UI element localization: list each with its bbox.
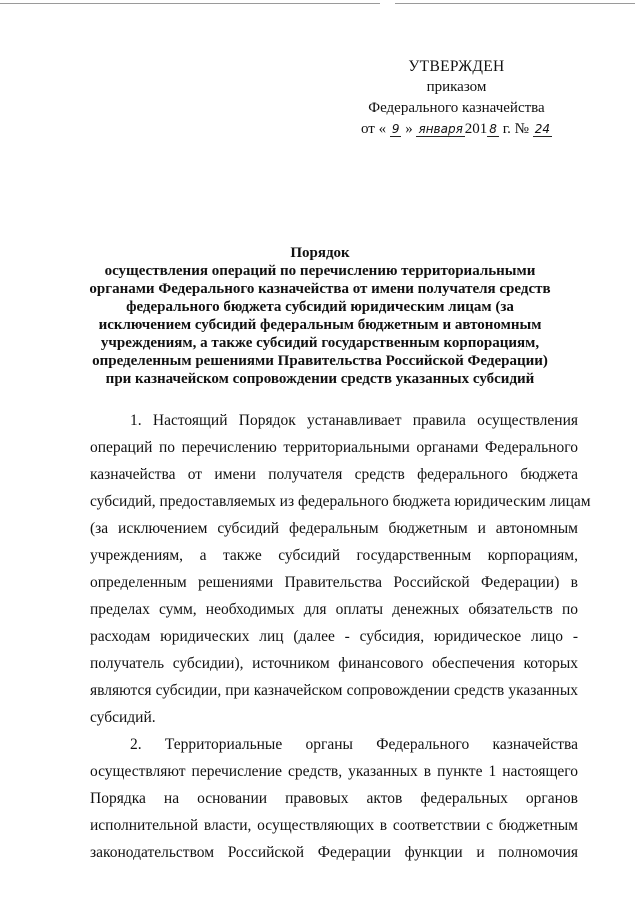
body-line: субсидий, предоставляемых из федерального бюджета юридическим лицам xyxy=(90,493,591,510)
year-suffix: г. № xyxy=(498,121,529,137)
approval-heading: УТВЕРЖДЕН xyxy=(408,58,505,75)
title-line: Порядок xyxy=(290,245,350,261)
approval-issuer: Федерального казначейства xyxy=(368,100,545,116)
approval-stamp-block xyxy=(361,56,552,140)
document-body xyxy=(90,407,591,866)
document-title xyxy=(60,244,580,388)
body-line: получатель субсидии), источником финансового обеспечения которых xyxy=(90,655,578,672)
title-line: осуществления операций по перечислению территориальными xyxy=(104,263,536,279)
title-line: определенным решениями Правительства Российской Федерации) xyxy=(92,353,548,369)
handwritten-year-digit: 8 xyxy=(489,122,497,136)
body-line: являются субсидии, при казначейском сопровождении средств указанных xyxy=(90,682,578,699)
approval-date-line xyxy=(361,119,552,140)
body-line: пределах сумм, необходимых для оплаты денежных обязательств по xyxy=(90,601,578,618)
top-border-line xyxy=(0,3,380,4)
body-line: (за исключением субсидий федеральным бюджетным и автономным xyxy=(90,520,578,537)
title-line: при казначейском сопровождении средств указанных субсидий xyxy=(105,371,535,387)
title-line: учреждениям, а также субсидий государственным корпорациям, xyxy=(100,335,540,351)
body-line: законодательством Российской Федерации функции и полномочия xyxy=(90,844,578,861)
year-prefix: 201 xyxy=(464,121,488,137)
body-line: Порядка на основании правовых актов федеральных органов xyxy=(90,790,578,807)
body-line: казначейства от имени получателя средств федерального бюджета xyxy=(90,466,578,483)
title-line: исключением субсидий федеральным бюджетным и автономным xyxy=(98,317,542,333)
body-line: 2. Территориальные органы Федерального казначейства xyxy=(130,736,578,753)
handwritten-order-number: 24 xyxy=(534,122,550,136)
body-line: определенным решениями Правительства Российской Федерации) в xyxy=(90,574,578,591)
body-line: субсидий. xyxy=(90,709,156,726)
date-prefix: от « xyxy=(360,121,387,137)
approval-order-label: приказом xyxy=(426,79,487,95)
body-line: исполнительной власти, осуществляющих в соответствии с бюджетным xyxy=(90,817,578,834)
top-border-line-right xyxy=(395,3,635,4)
body-line: осуществляют перечисление средств, указанных в пункте 1 настоящего xyxy=(90,763,578,780)
body-line: операций по перечислению территориальными органами Федерального xyxy=(90,439,578,456)
body-line: учреждениям, а также субсидий государственным корпорациям, xyxy=(90,547,578,564)
title-line: федерального бюджета субсидий юридическим лицам (за xyxy=(126,299,514,315)
body-line: расходам юридических лиц (далее - субсидия, юридическое лицо - xyxy=(90,628,578,645)
body-line: 1. Настоящий Порядок устанавливает правила осуществления xyxy=(130,412,578,429)
date-mid: » xyxy=(405,121,413,137)
handwritten-month: января xyxy=(418,122,463,136)
handwritten-day: 9 xyxy=(391,122,400,136)
title-line: органами Федерального казначейства от имени получателя средств xyxy=(89,281,551,297)
